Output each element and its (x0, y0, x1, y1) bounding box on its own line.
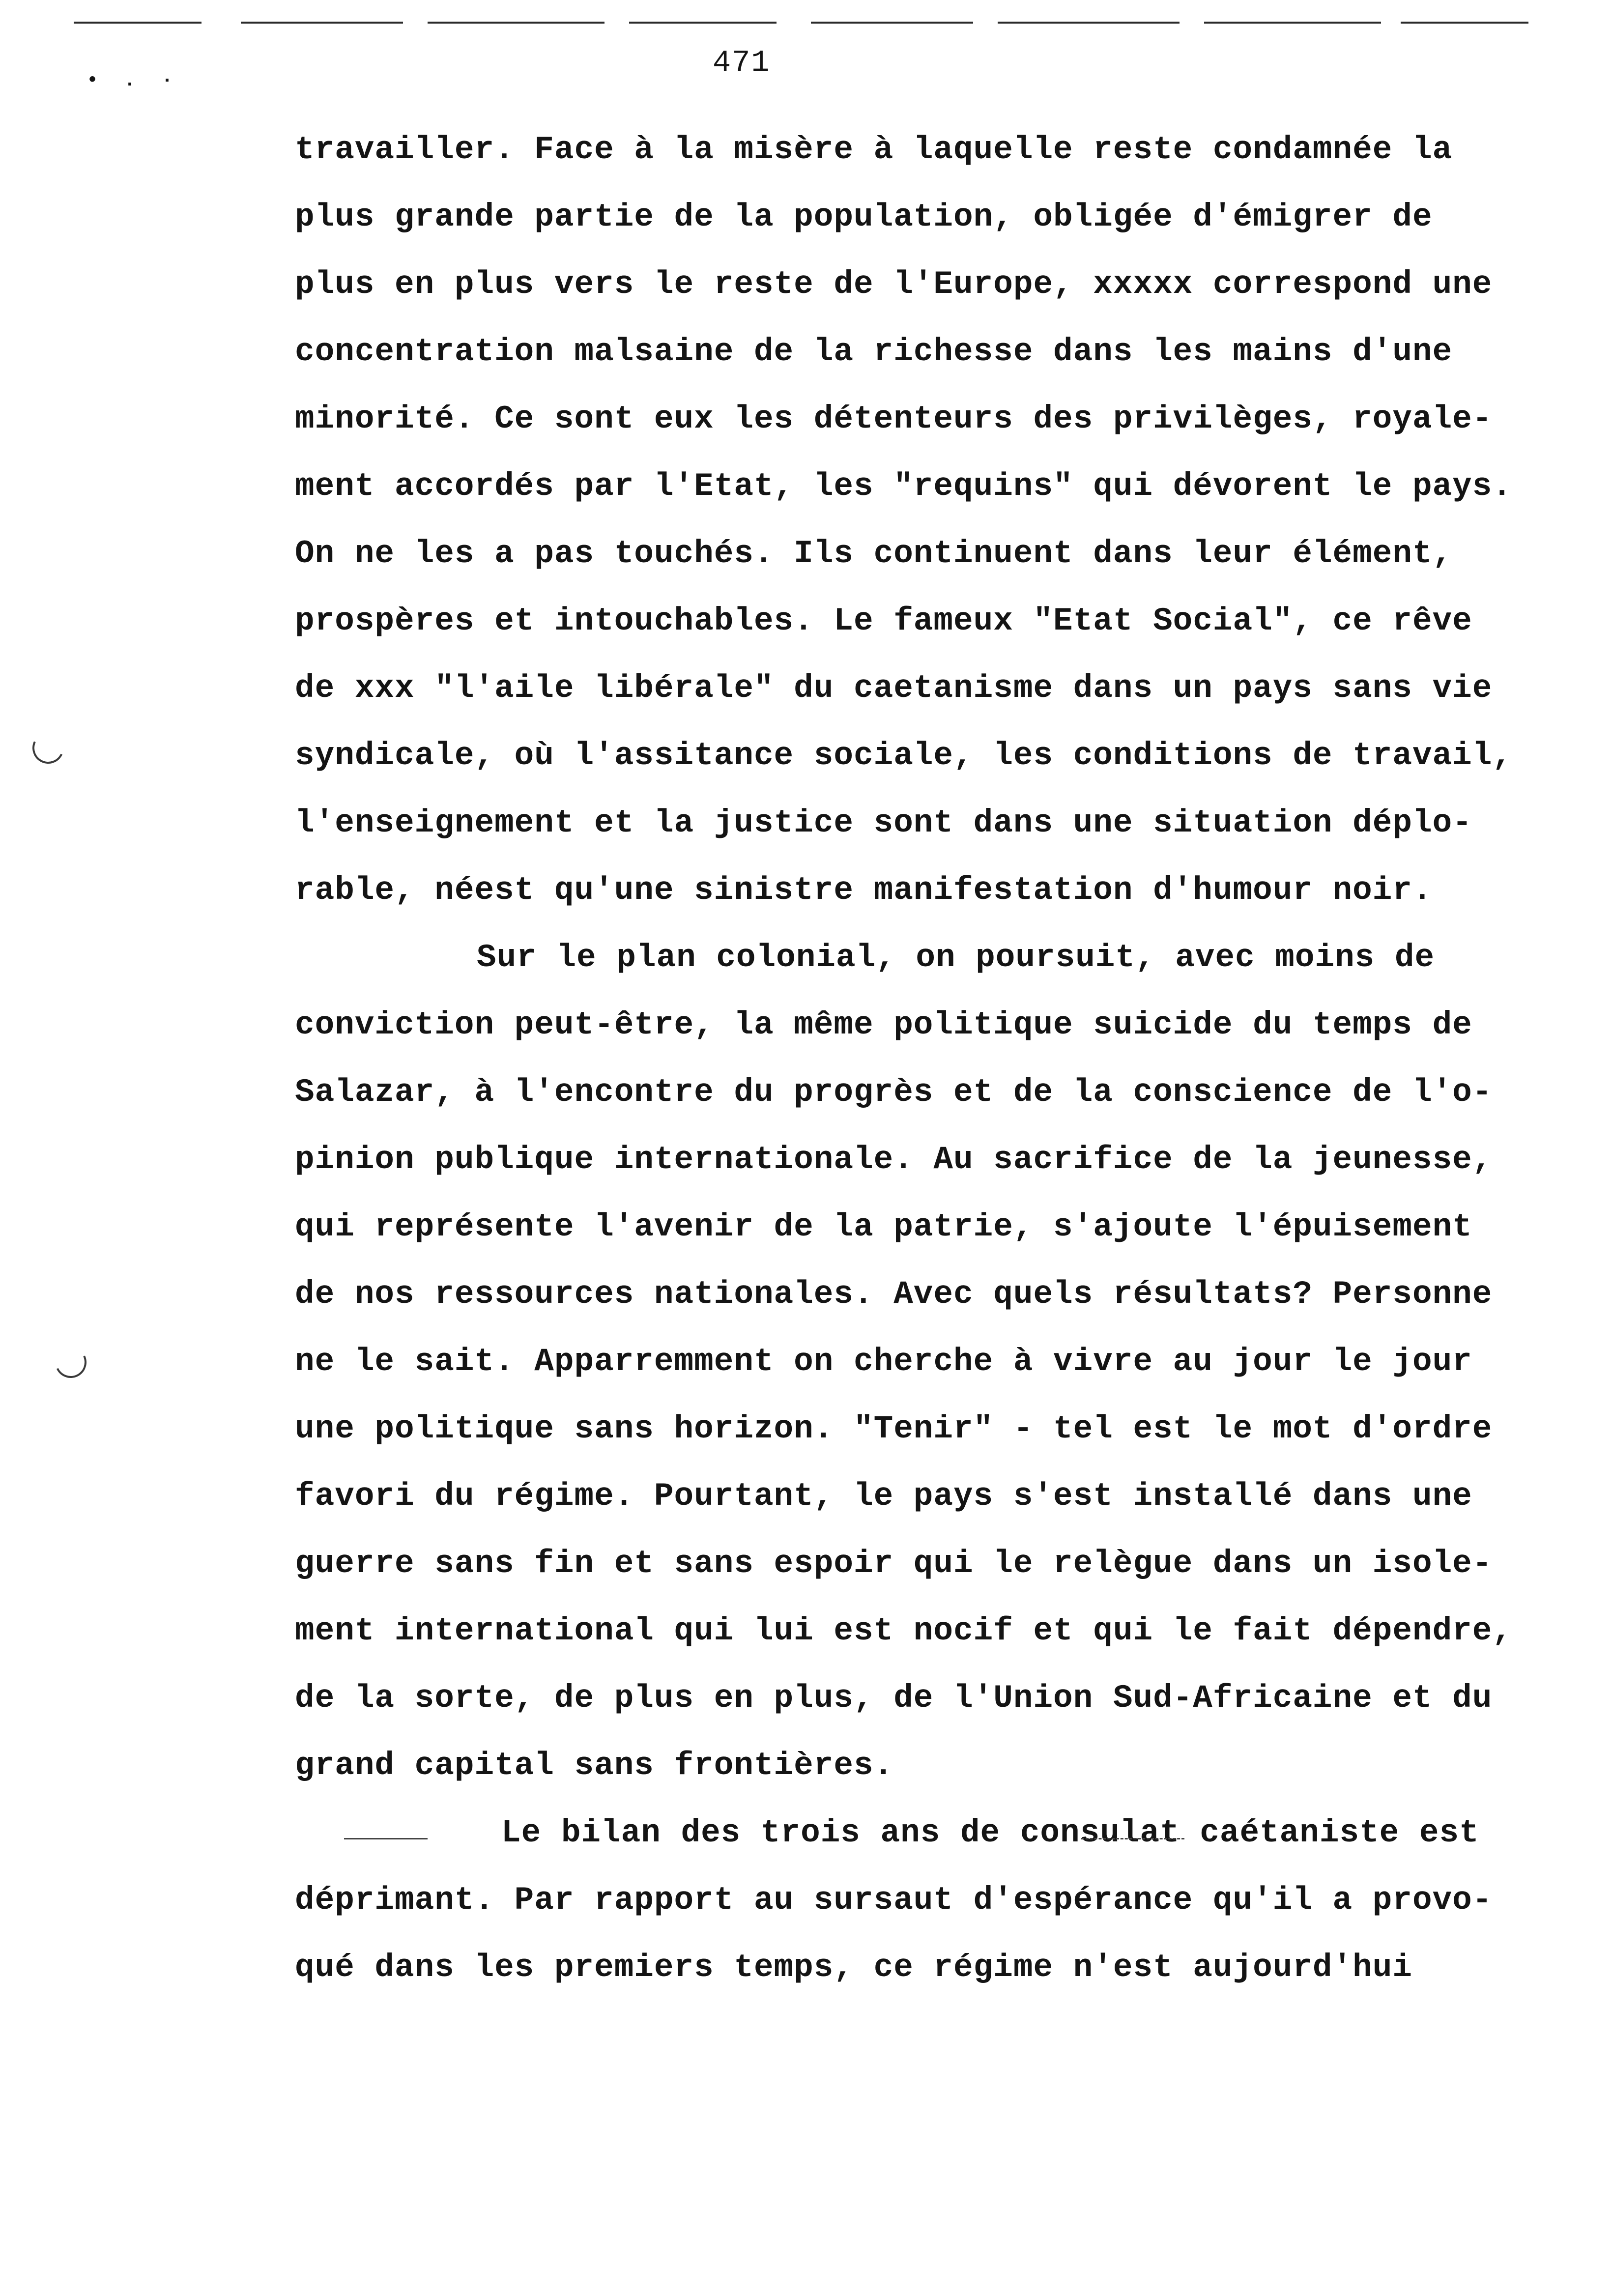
text-line: Salazar, à l'encontre du progrès et de la conscience de l'o- (295, 1074, 1493, 1111)
text-line: conviction peut-être, la même politique suicide du temps de (295, 1006, 1472, 1043)
margin-dash (344, 1838, 428, 1839)
text-line: ne le sait. Apparremment on cherche à vivre au jour le jour (295, 1343, 1472, 1380)
paragraph-first-line: Sur le plan colonial, on poursuit, avec moins de (477, 939, 1435, 976)
binding-hole-mark (28, 728, 68, 768)
text-line: prospères et intouchables. Le fameux "Etat Social", ce rêve (295, 603, 1472, 639)
typed-text-block (295, 116, 1558, 2001)
text-line: travailler. Face à la misère à laquelle reste condamnée la (295, 131, 1453, 168)
text-line: ment accordés par l'Etat, les "requins" qui dévorent le pays. (295, 468, 1512, 505)
paragraph-first-line: Le bilan des trois ans de consulat caétaniste est (501, 1814, 1479, 1851)
margin-marks: • . · (86, 70, 180, 92)
handwritten-underline (1081, 1838, 1184, 1839)
text-line: ment international qui lui est nocif et qui le fait dépendre, (295, 1612, 1512, 1649)
text-line: favori du régime. Pourtant, le pays s'est installé dans une (295, 1478, 1472, 1515)
text-line: qui représente l'avenir de la patrie, s'ajoute l'épuisement (295, 1208, 1472, 1245)
text-line: plus en plus vers le reste de l'Europe, xxxxx correspond une (295, 266, 1493, 303)
text-line: rable, néest qu'une sinistre manifestation d'humour noir. (295, 872, 1433, 909)
page-number: 471 (713, 45, 771, 80)
text-line: pinion publique internationale. Au sacrifice de la jeunesse, (295, 1141, 1493, 1178)
text-line: minorité. Ce sont eux les détenteurs des privilèges, royale- (295, 401, 1493, 437)
text-line: de xxx "l'aile libérale" du caetanisme dans un pays sans vie (295, 670, 1493, 707)
text-line: guerre sans fin et sans espoir qui le relègue dans un isole- (295, 1545, 1493, 1582)
text-line: l'enseignement et la justice sont dans une situation déplo- (295, 804, 1472, 841)
text-line: plus grande partie de la population, obligée d'émigrer de (295, 199, 1433, 235)
text-line: de la sorte, de plus en plus, de l'Union Sud-Africaine et du (295, 1680, 1493, 1717)
text-line: qué dans les premiers temps, ce régime n'est aujourd'hui (295, 1949, 1412, 1986)
text-line: syndicale, où l'assitance sociale, les conditions de travail, (295, 737, 1512, 774)
text-line: grand capital sans frontières. (295, 1747, 894, 1784)
text-line: une politique sans horizon. "Tenir" - tel est le mot d'ordre (295, 1410, 1493, 1447)
text-line: concentration malsaine de la richesse dans les mains d'une (295, 333, 1453, 370)
text-line: On ne les a pas touchés. Ils continuent dans leur élément, (295, 535, 1453, 572)
binding-hole-mark (51, 1342, 91, 1382)
text-line: de nos ressources nationales. Avec quels résultats? Personne (295, 1276, 1493, 1313)
text-line: déprimant. Par rapport au sursaut d'espérance qu'il a provo- (295, 1882, 1493, 1919)
